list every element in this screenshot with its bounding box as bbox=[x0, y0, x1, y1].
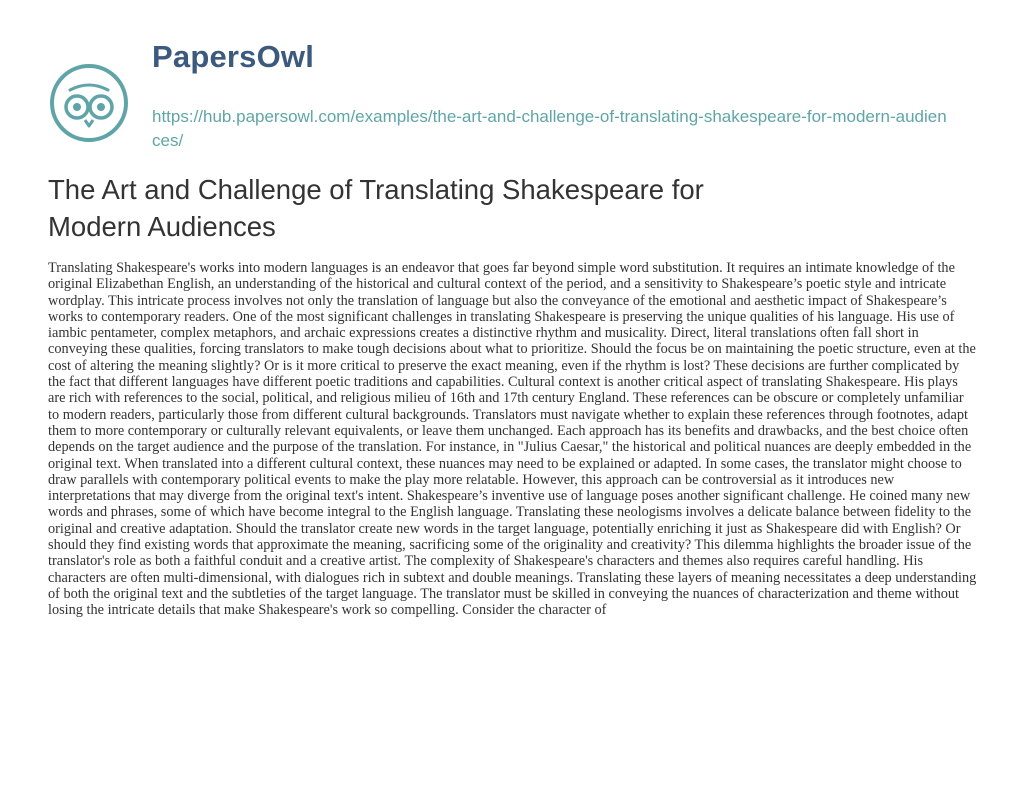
owl-eyes-icon[interactable] bbox=[48, 62, 130, 144]
article-body: Translating Shakespeare's works into modern languages is an endeavor that goes far beyond simple word substitution. It requires an intimate knowledge of the original Elizabethan English, an understanding of the historical and cultural context of the period, and a sensitivity to Shakespeare’s poetic style and intricate wordplay. This intricate process involves not only the translation of language but also the conveyance of the emotional and aesthetic impact of Shakespeare’s works to contemporary readers. One of the most significant challenges in translating Shakespeare is preserving the unique qualities of his language. His use of iambic pentameter, complex metaphors, and archaic expressions creates a distinctive rhythm and musicality. Direct, literal translations often fall short in conveying these qualities, forcing translators to make tough decisions about what to prioritize. Should the focus be on maintaining the poetic structure, even at the cost of altering the meaning slightly? Or is it more critical to preserve the exact meaning, even if the rhythm is lost? These decisions are further complicated by the fact that different languages have different poetic traditions and capabilities. Cultural context is another critical aspect of translating Shakespeare. His plays are rich with references to the social, political, and religious milieu of 16th and 17th century England. These references can be obscure or completely unfamiliar to modern readers, particularly those from different cultural backgrounds. Translators must navigate whether to explain these references through footnotes, adapt them to more contemporary or culturally relevant equivalents, or leave them unchanged. Each approach has its benefits and drawbacks, and the best choice often depends on the target audience and the purpose of the translation. For instance, in "Julius Caesar," the historical and political nuances are deeply embedded in the original text. When translated into a different cultural context, these nuances may need to be explained or adapted. In some cases, the translator might choose to draw parallels with contemporary political events to make the play more relatable. However, this approach can be controversial as it introduces new interpretations that may diverge from the original text's intent. Shakespeare’s inventive use of language poses another significant challenge. He coined many new words and phrases, some of which have become integral to the English language. Translating these neologisms involves a delicate balance between fidelity to the original and creative adaptation. Should the translator create new words in the target language, potentially enriching it just as Shakespeare did with English? Or should they find existing words that approximate the meaning, sacrificing some of the originality and creativity? This dilemma highlights the broader issue of the translator's role as both a faithful conduit and a creative artist. The complexity of Shakespeare's characters and themes also requires careful handling. His characters are often multi-dimensional, with dialogues rich in subtext and double meanings. Translating these layers of meaning necessitates a deep understanding of both the original text and the subtleties of the target language. The translator must be skilled in conveying the nuances of characterization and theme without losing the intricate details that make Shakespeare's work so compelling. Consider the character of bbox=[48, 260, 977, 619]
brand-name[interactable]: PapersOwl bbox=[152, 39, 315, 74]
site-header bbox=[48, 28, 988, 158]
page-title: The Art and Challenge of Translating Shakespeare for Modern Audiences bbox=[48, 174, 704, 242]
source-url-link[interactable]: https://hub.papersowl.com/examples/the-art-and-challenge-of-translating-shakespeare-for-modern-audiences/ bbox=[152, 107, 947, 150]
